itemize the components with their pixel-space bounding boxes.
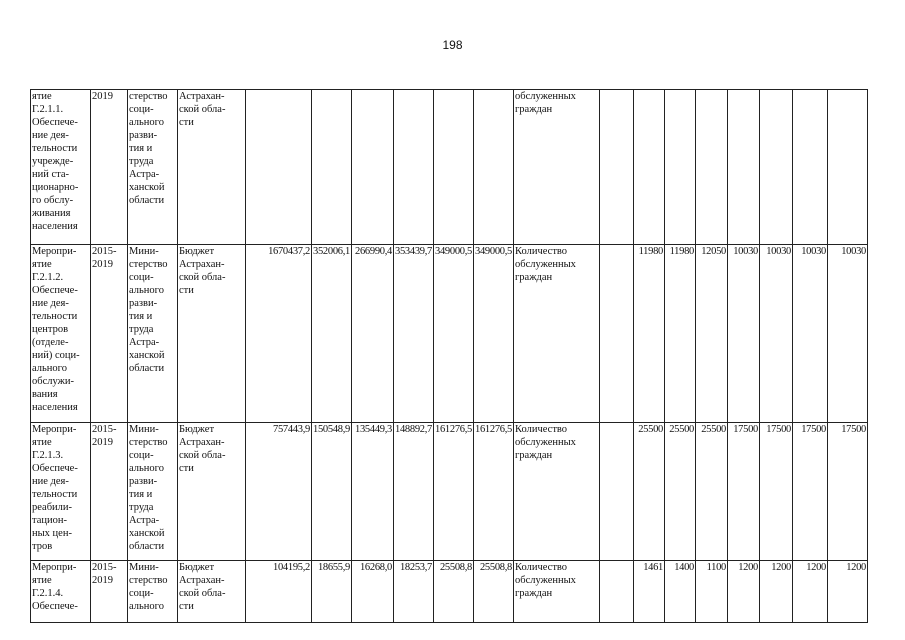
measure-name: ятие Г.2.1.1. Обеспече- ние дея- тельности учрежде- ний ста- ционарно- го обслу- живания населения xyxy=(31,90,91,245)
table-row xyxy=(31,245,868,423)
indicator-name: Количество обслуженных граждан xyxy=(514,423,600,561)
indicator-value: 17500 xyxy=(828,423,868,561)
indicator-value: 17500 xyxy=(728,423,760,561)
amount-2018: 161276,5 xyxy=(434,423,474,561)
amount-2015: 352006,1 xyxy=(312,245,352,423)
indicator-name: обслуженных граждан xyxy=(514,90,600,245)
indicator-value xyxy=(793,90,828,245)
indicator-value: 1200 xyxy=(828,561,868,623)
amount-2017: 353439,7 xyxy=(394,245,434,423)
period: 2015- 2019 xyxy=(91,423,128,561)
indicator-value xyxy=(828,90,868,245)
table-row xyxy=(31,423,868,561)
indicator-value xyxy=(665,90,696,245)
indicator-value: 1100 xyxy=(696,561,728,623)
indicator-value: 1200 xyxy=(728,561,760,623)
page-number: 198 xyxy=(442,38,463,52)
amount-total: 104195,2 xyxy=(246,561,312,623)
indicator-value: 11980 xyxy=(665,245,696,423)
amount-2016: 16268,0 xyxy=(352,561,394,623)
indicator-unit xyxy=(600,423,634,561)
indicator-value: 1200 xyxy=(793,561,828,623)
period: 2019 xyxy=(91,90,128,245)
amount-2019: 349000,5 xyxy=(474,245,514,423)
amount-2018: 25508,8 xyxy=(434,561,474,623)
indicator-name: Количество обслуженных граждан xyxy=(514,561,600,623)
indicator-value: 17500 xyxy=(793,423,828,561)
indicator-value xyxy=(728,90,760,245)
indicator-value: 25500 xyxy=(696,423,728,561)
amount-2016: 266990,4 xyxy=(352,245,394,423)
amount-2016 xyxy=(352,90,394,245)
table-row xyxy=(31,90,868,245)
indicator-value: 11980 xyxy=(634,245,665,423)
indicator-value xyxy=(760,90,793,245)
indicator-unit xyxy=(600,561,634,623)
funding-source: Астрахан- ской обла- сти xyxy=(178,90,246,245)
amount-2017: 18253,7 xyxy=(394,561,434,623)
indicator-value: 17500 xyxy=(760,423,793,561)
indicator-unit xyxy=(600,245,634,423)
funding-source: Бюджет Астрахан- ской обла- сти xyxy=(178,245,246,423)
amount-total xyxy=(246,90,312,245)
indicator-name: Количество обслуженных граждан xyxy=(514,245,600,423)
amount-2015: 18655,9 xyxy=(312,561,352,623)
period: 2015- 2019 xyxy=(91,245,128,423)
table-row xyxy=(31,561,868,623)
indicator-value: 1200 xyxy=(760,561,793,623)
amount-2015 xyxy=(312,90,352,245)
indicator-value: 25500 xyxy=(665,423,696,561)
amount-2018 xyxy=(434,90,474,245)
amount-2019: 25508,8 xyxy=(474,561,514,623)
indicator-value xyxy=(634,90,665,245)
funding-source: Бюджет Астрахан- ской обла- сти xyxy=(178,423,246,561)
indicator-value: 10030 xyxy=(793,245,828,423)
indicator-value: 1400 xyxy=(665,561,696,623)
measure-name: Меропри- ятие Г.2.1.3. Обеспече- ние дея- тельности реабили- тацион- ных цен- тров xyxy=(31,423,91,561)
measure-name: Меропри- ятие Г.2.1.2. Обеспече- ние дея- тельности центров (отделе- ний) соци- ального обслужи- вания населения xyxy=(31,245,91,423)
amount-2017 xyxy=(394,90,434,245)
indicator-value: 25500 xyxy=(634,423,665,561)
period: 2015- 2019 xyxy=(91,561,128,623)
executor: Мини- стерство соци- ального разви- тия и труда Астра- ханской области xyxy=(128,423,178,561)
amount-2016: 135449,3 xyxy=(352,423,394,561)
amount-2017: 148892,7 xyxy=(394,423,434,561)
funding-source: Бюджет Астрахан- ской обла- сти xyxy=(178,561,246,623)
executor: Мини- стерство соци- ального разви- тия и труда Астра- ханской области xyxy=(128,245,178,423)
measure-name: Меропри- ятие Г.2.1.4. Обеспече- xyxy=(31,561,91,623)
program-table xyxy=(30,89,868,623)
indicator-unit xyxy=(600,90,634,245)
indicator-value: 10030 xyxy=(728,245,760,423)
executor: стерство соци- ального разви- тия и труда Астра- ханской области xyxy=(128,90,178,245)
amount-2018: 349000,5 xyxy=(434,245,474,423)
indicator-value: 10030 xyxy=(760,245,793,423)
amount-2019: 161276,5 xyxy=(474,423,514,561)
amount-2019 xyxy=(474,90,514,245)
indicator-value: 10030 xyxy=(828,245,868,423)
amount-total: 757443,9 xyxy=(246,423,312,561)
executor: Мини- стерство соци- ального xyxy=(128,561,178,623)
amount-total: 1670437,2 xyxy=(246,245,312,423)
indicator-value: 1461 xyxy=(634,561,665,623)
indicator-value xyxy=(696,90,728,245)
indicator-value: 12050 xyxy=(696,245,728,423)
amount-2015: 150548,9 xyxy=(312,423,352,561)
